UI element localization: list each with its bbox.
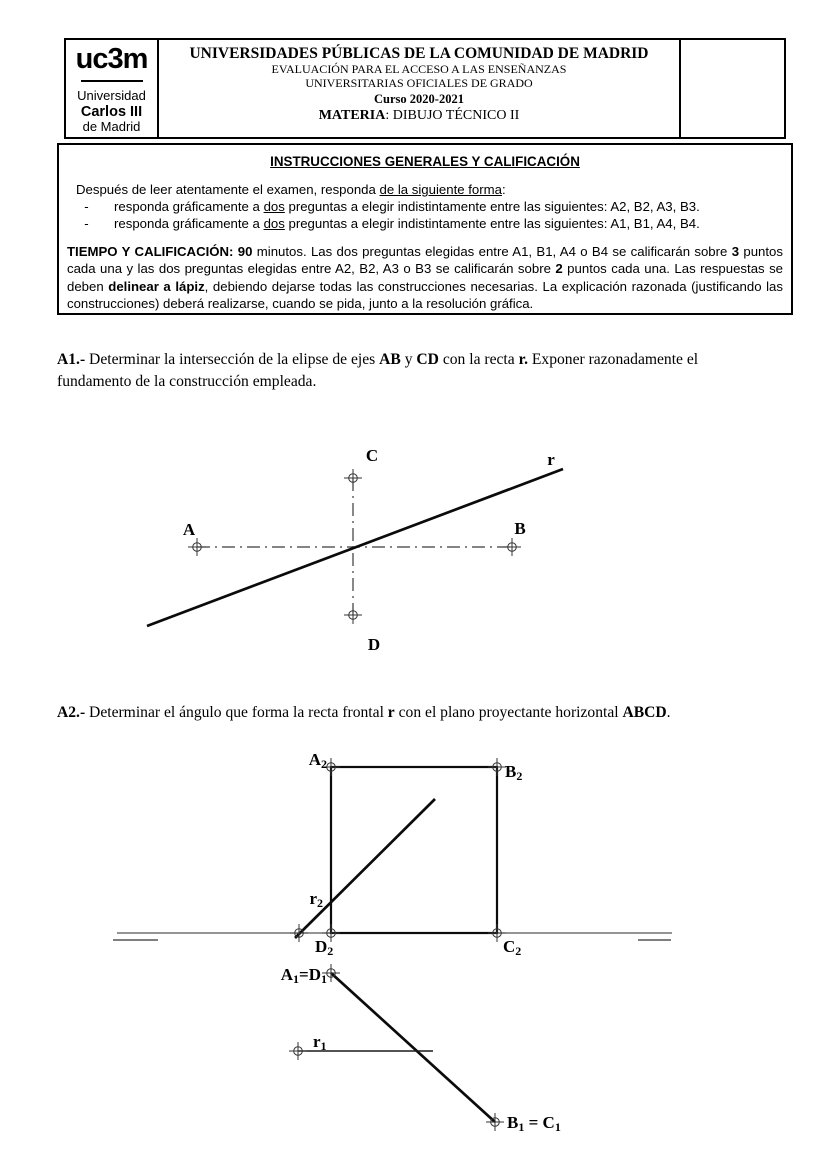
plane-horizontal-projection-line [331,973,495,1122]
text-run: Determinar la intersección de la elipse de ejes [85,351,380,368]
bold-run: 90 [237,244,253,260]
point-marker-b [503,538,521,556]
question-a2 [57,702,775,724]
figure-a1-ellipse-axes [130,435,590,665]
label-r2: r2 [309,889,323,910]
point-marker-c [344,469,362,487]
text-run: con la recta [438,351,519,368]
header-subtitle-2: UNIVERSITARIAS OFICIALES DE GRADO [305,75,533,90]
label-a2: A2 [308,750,327,771]
text-run: , debiendo dejarse todas las construcciones necesarias. La explicación razonada (justificando las construcciones) deberá realizarse, cuando se pida, junto a la resolución gráfica. [67,278,783,311]
header-title-block [159,40,681,137]
square-abcd-vertical-projection [331,767,497,933]
label-b1-c1: B1 = C1 [507,1113,561,1134]
bullet-text [114,198,700,215]
logo-text-universidad: Universidad [77,88,146,103]
bold-run: TIEMPO Y CALIFICACIÓN: [67,244,234,260]
materia-value: : DIBUJO TÉCNICO II [385,107,520,123]
bold-run: 3 [731,244,740,260]
materia-label: MATERIA [318,107,386,123]
text-run: y [400,351,417,368]
text-run: Determinar el ángulo que forma la recta frontal [85,704,388,721]
label-c: C [365,446,379,465]
text-run: Exponer razonadamente el fundamento de la construcción empleada. [57,351,699,391]
point-marker-r1-end [289,1042,307,1060]
logo-text-de-madrid: de Madrid [82,118,141,134]
point-marker-b2 [488,758,506,776]
text-run: responda gráficamente a [114,216,264,232]
question-a2-number: A2.- [57,704,86,721]
point-marker-d [344,606,362,624]
question-a1-number: A1.- [57,351,86,368]
label-a: A [182,520,196,539]
label-b: B [514,519,526,538]
text-run: puntos cada una y las dos preguntas elegidas entre A2, B2, A3 o B3 se calificarán sobre [67,244,783,277]
label-d: D [367,635,381,654]
text-run: con el plano proyectante horizontal [394,704,623,721]
point-marker-a [188,538,206,556]
bold-run: AB [379,351,401,368]
text-run: . [666,704,671,721]
figure-a2-projections [80,740,720,1140]
label-r1: r1 [313,1032,327,1053]
bold-run: 2 [555,261,563,277]
instructions-bullet-1 [59,198,791,215]
label-d2: D2 [315,937,334,958]
header-empty-cell [681,40,784,137]
line-r2 [295,799,435,938]
question-a1 [57,349,775,393]
logo-divider [81,80,143,82]
text-run: preguntas a elegir indistintamente entre las siguientes: A2, B2, A3, B3. [284,199,700,214]
header-subtitle-1: EVALUACIÓN PARA EL ACCESO A LAS ENSEÑANZAS [271,62,567,77]
bold-run: r [387,704,395,721]
text-run: responda gráficamente a [114,199,264,214]
bullet-text [114,215,700,232]
label-b2: B2 [505,762,523,783]
bullet-dash: - [84,216,89,232]
text-run: puntos cada una. Las respuestas se deben [67,261,783,294]
label-a1-d1: A1=D1 [280,965,327,986]
text-run: minutos. Las dos preguntas elegidas entre A1, B1, A4 o B4 se calificarán sobre [252,244,732,260]
header-course: Curso 2020-2021 [374,91,464,106]
text-run-underlined: dos [263,216,285,232]
bold-run: r. [518,351,528,368]
header-table [64,38,786,139]
label-r: r [547,450,555,469]
uc3m-logo [66,40,159,137]
instructions-bullet-2 [59,215,791,232]
bullet-dash: - [84,199,89,214]
instructions-box [57,143,793,315]
instructions-tiempo [67,243,783,312]
header-title: UNIVERSIDADES PÚBLICAS DE LA COMUNIDAD DE MADRID [189,45,649,62]
text-run-underlined: de la siguiente forma [379,182,502,197]
header-materia [159,107,679,125]
instructions-intro [76,182,791,197]
bold-run: CD [416,351,439,368]
text-run: preguntas a elegir indistintamente entre las siguientes: A1, B1, A4, B4. [284,216,700,232]
bold-run: ABCD [622,704,667,721]
label-c2: C2 [503,937,522,958]
uc3m-wordmark: uc3m [75,43,148,75]
text-run: : [501,182,506,197]
bold-run: delinear a lápiz [108,278,205,294]
text-run-underlined: dos [263,199,285,214]
instructions-title: INSTRUCCIONES GENERALES Y CALIFICACIÓN [270,154,580,169]
text-run: Después de leer atentamente el examen, responda [76,182,380,197]
logo-text-carlos-iii: Carlos III [80,103,143,120]
